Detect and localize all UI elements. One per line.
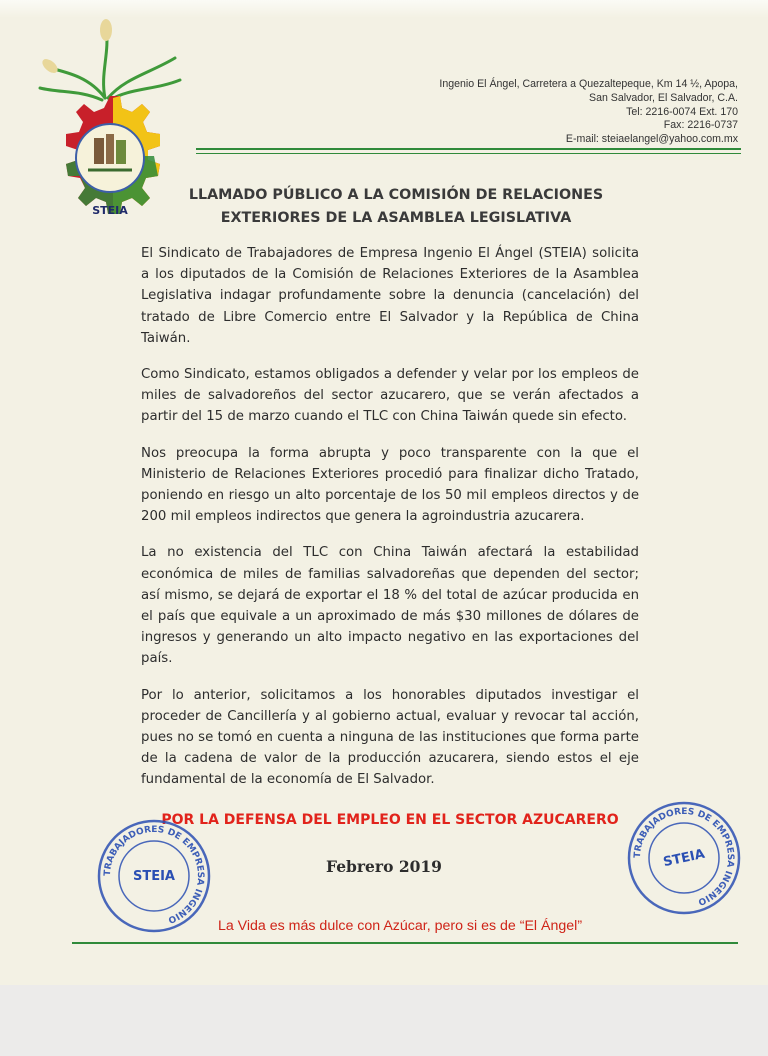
contact-email: E-mail: steiaelangel@yahoo.com.mx [565, 133, 738, 146]
contact-address: Ingenio El Ángel, Carretera a Quezaltepeque, Km 14 ½, Apopa, [439, 78, 738, 90]
contact-fax: Fax: 2216-0737 [663, 119, 738, 132]
scan-bottom-margin [0, 985, 768, 1056]
header-rule-top [196, 148, 741, 150]
stamp-name: STEIA [132, 869, 176, 884]
letter-body [141, 243, 639, 806]
paragraph: El Sindicato de Trabajadores de Empresa Ingenio El Ángel (STEIA) solicita a los diputados de la Comisión de Relaciones Exteriores de la Asamblea Legislativa indagar profundamente sobre la denuncia (cancelación) del tratado de Libre Comercio entre El Salvador y la República de China Taiwán. [141, 246, 639, 346]
steia-logo [30, 18, 190, 228]
contact-block [318, 78, 738, 147]
stamp-name: STEIA [661, 846, 707, 871]
paragraph: La no existencia del TLC con China Taiwán afectará la estabilidad económica de miles de familias salvadoreñas que dependen del sector; así mismo, se dejará de exportar el 18 % del total de azúcar producida en el país que equivale a un aproximado de más $30 millones de dólares de ingresos y generando un alto impacto negativo en las exportaciones del país. [141, 545, 639, 667]
document-date: Febrero 2019 [326, 857, 442, 876]
paragraph: Por lo anterior, solicitamos a los honorables diputados investigar el proceder de Cancillería y al gobierno actual, evaluar y revocar tal acción, pues no se tomó en cuenta a ninguna de las instituciones que forma parte de la cadena de valor de la producción azucarera, siendo estos el eje fundamental de la economía de El Salvador. [141, 687, 639, 788]
paragraph: Como Sindicato, estamos obligados a defender y velar por los empleos de miles de salvadoreños del sector azucarero, que se verán afectados a partir del 15 de marzo cuando el TLC con China Taiwán quede sin efecto. [141, 367, 639, 425]
union-stamp-right [626, 800, 742, 916]
title-line-1: LLAMADO PÚBLICO A LA COMISIÓN DE RELACIONES [188, 187, 604, 203]
closing-slogan: POR LA DEFENSA DEL EMPLEO EN EL SECTOR AZUCARERO [161, 812, 619, 828]
contact-phone: Tel: 2216-0074 Ext. 170 [626, 105, 738, 118]
contact-city: San Salvador, El Salvador, C.A. [589, 91, 738, 104]
paragraph: Nos preocupa la forma abrupta y poco transparente con la que el Ministerio de Relaciones Exteriores procedió para finalizar dicho Tratado, poniendo en riesgo un alto porcentaje de los 50 mil empleos directos y de 200 mil empleos indirectos que genera la agroindustria azucarera. [141, 445, 639, 525]
stamp-ring-text: TRABAJADORES DE EMPRESA INGENIO [102, 824, 206, 925]
union-stamp-left [96, 818, 212, 934]
footer-rule [72, 942, 738, 944]
logo-name: STEIA [92, 204, 128, 217]
scan-edge [0, 0, 768, 18]
title-line-2: EXTERIORES DE LA ASAMBLEA LEGISLATIVA [220, 210, 572, 226]
stamp-ring-text: TRABAJADORES DE EMPRESA INGENIO [632, 806, 736, 907]
closing-tagline: La Vida es más dulce con Azúcar, pero si es de “El Ángel” [217, 918, 583, 934]
document-title [186, 184, 606, 230]
header-rule-bottom [196, 153, 741, 154]
